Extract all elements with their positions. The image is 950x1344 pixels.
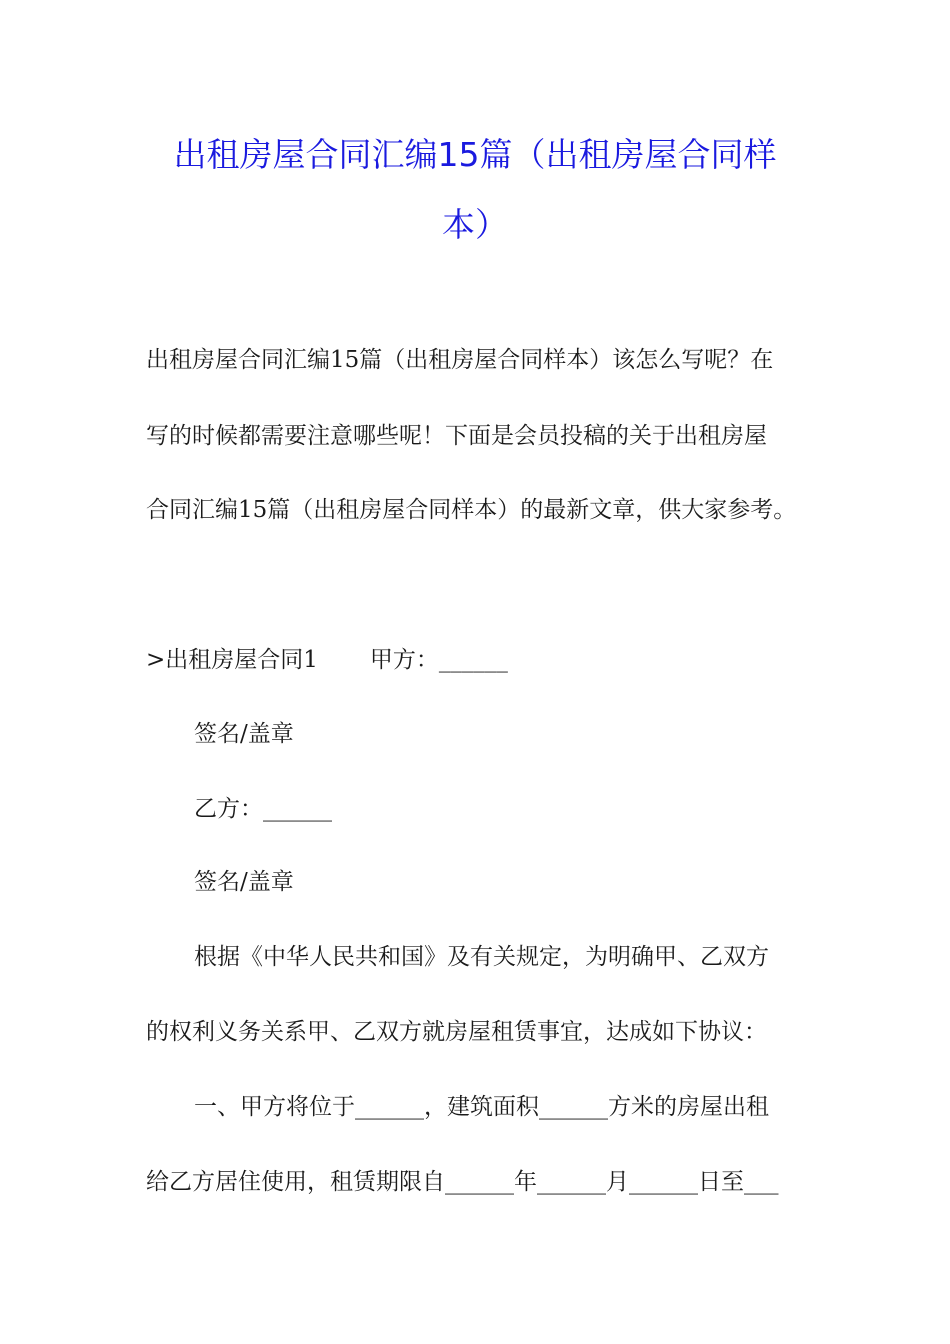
body-line-4: 给乙方居住使用，租赁期限自______年______月______日至___	[146, 1169, 779, 1195]
party-a-signature-label: 签名/盖章	[194, 721, 294, 747]
body-line-1: 根据《中华人民共和国》及有关规定，为明确甲、乙双方	[194, 944, 769, 970]
intro-line-2: 写的时候都需要注意哪些呢！下面是会员投稿的关于出租房屋	[146, 423, 767, 449]
body-line-2: 的权利义务关系甲、乙双方就房屋租赁事宜，达成如下协议：	[146, 1019, 767, 1045]
party-a-field: 甲方：______	[369, 647, 508, 673]
party-b-signature-label: 签名/盖章	[194, 869, 294, 895]
document-title-line-2: 本）	[442, 205, 508, 244]
contract-heading-row	[146, 647, 816, 673]
body-line-3: 一、甲方将位于______，建筑面积______方米的房屋出租	[194, 1094, 769, 1120]
document-title-line-1: 出租房屋合同汇编15篇（出租房屋合同样	[173, 135, 777, 174]
party-b-field: 乙方：______	[194, 796, 332, 822]
intro-line-1: 出租房屋合同汇编15篇（出租房屋合同样本）该怎么写呢？在	[146, 347, 774, 373]
contract-heading: >出租房屋合同1	[146, 647, 318, 673]
intro-line-3: 合同汇编15篇（出租房屋合同样本）的最新文章，供大家参考。	[146, 497, 797, 523]
